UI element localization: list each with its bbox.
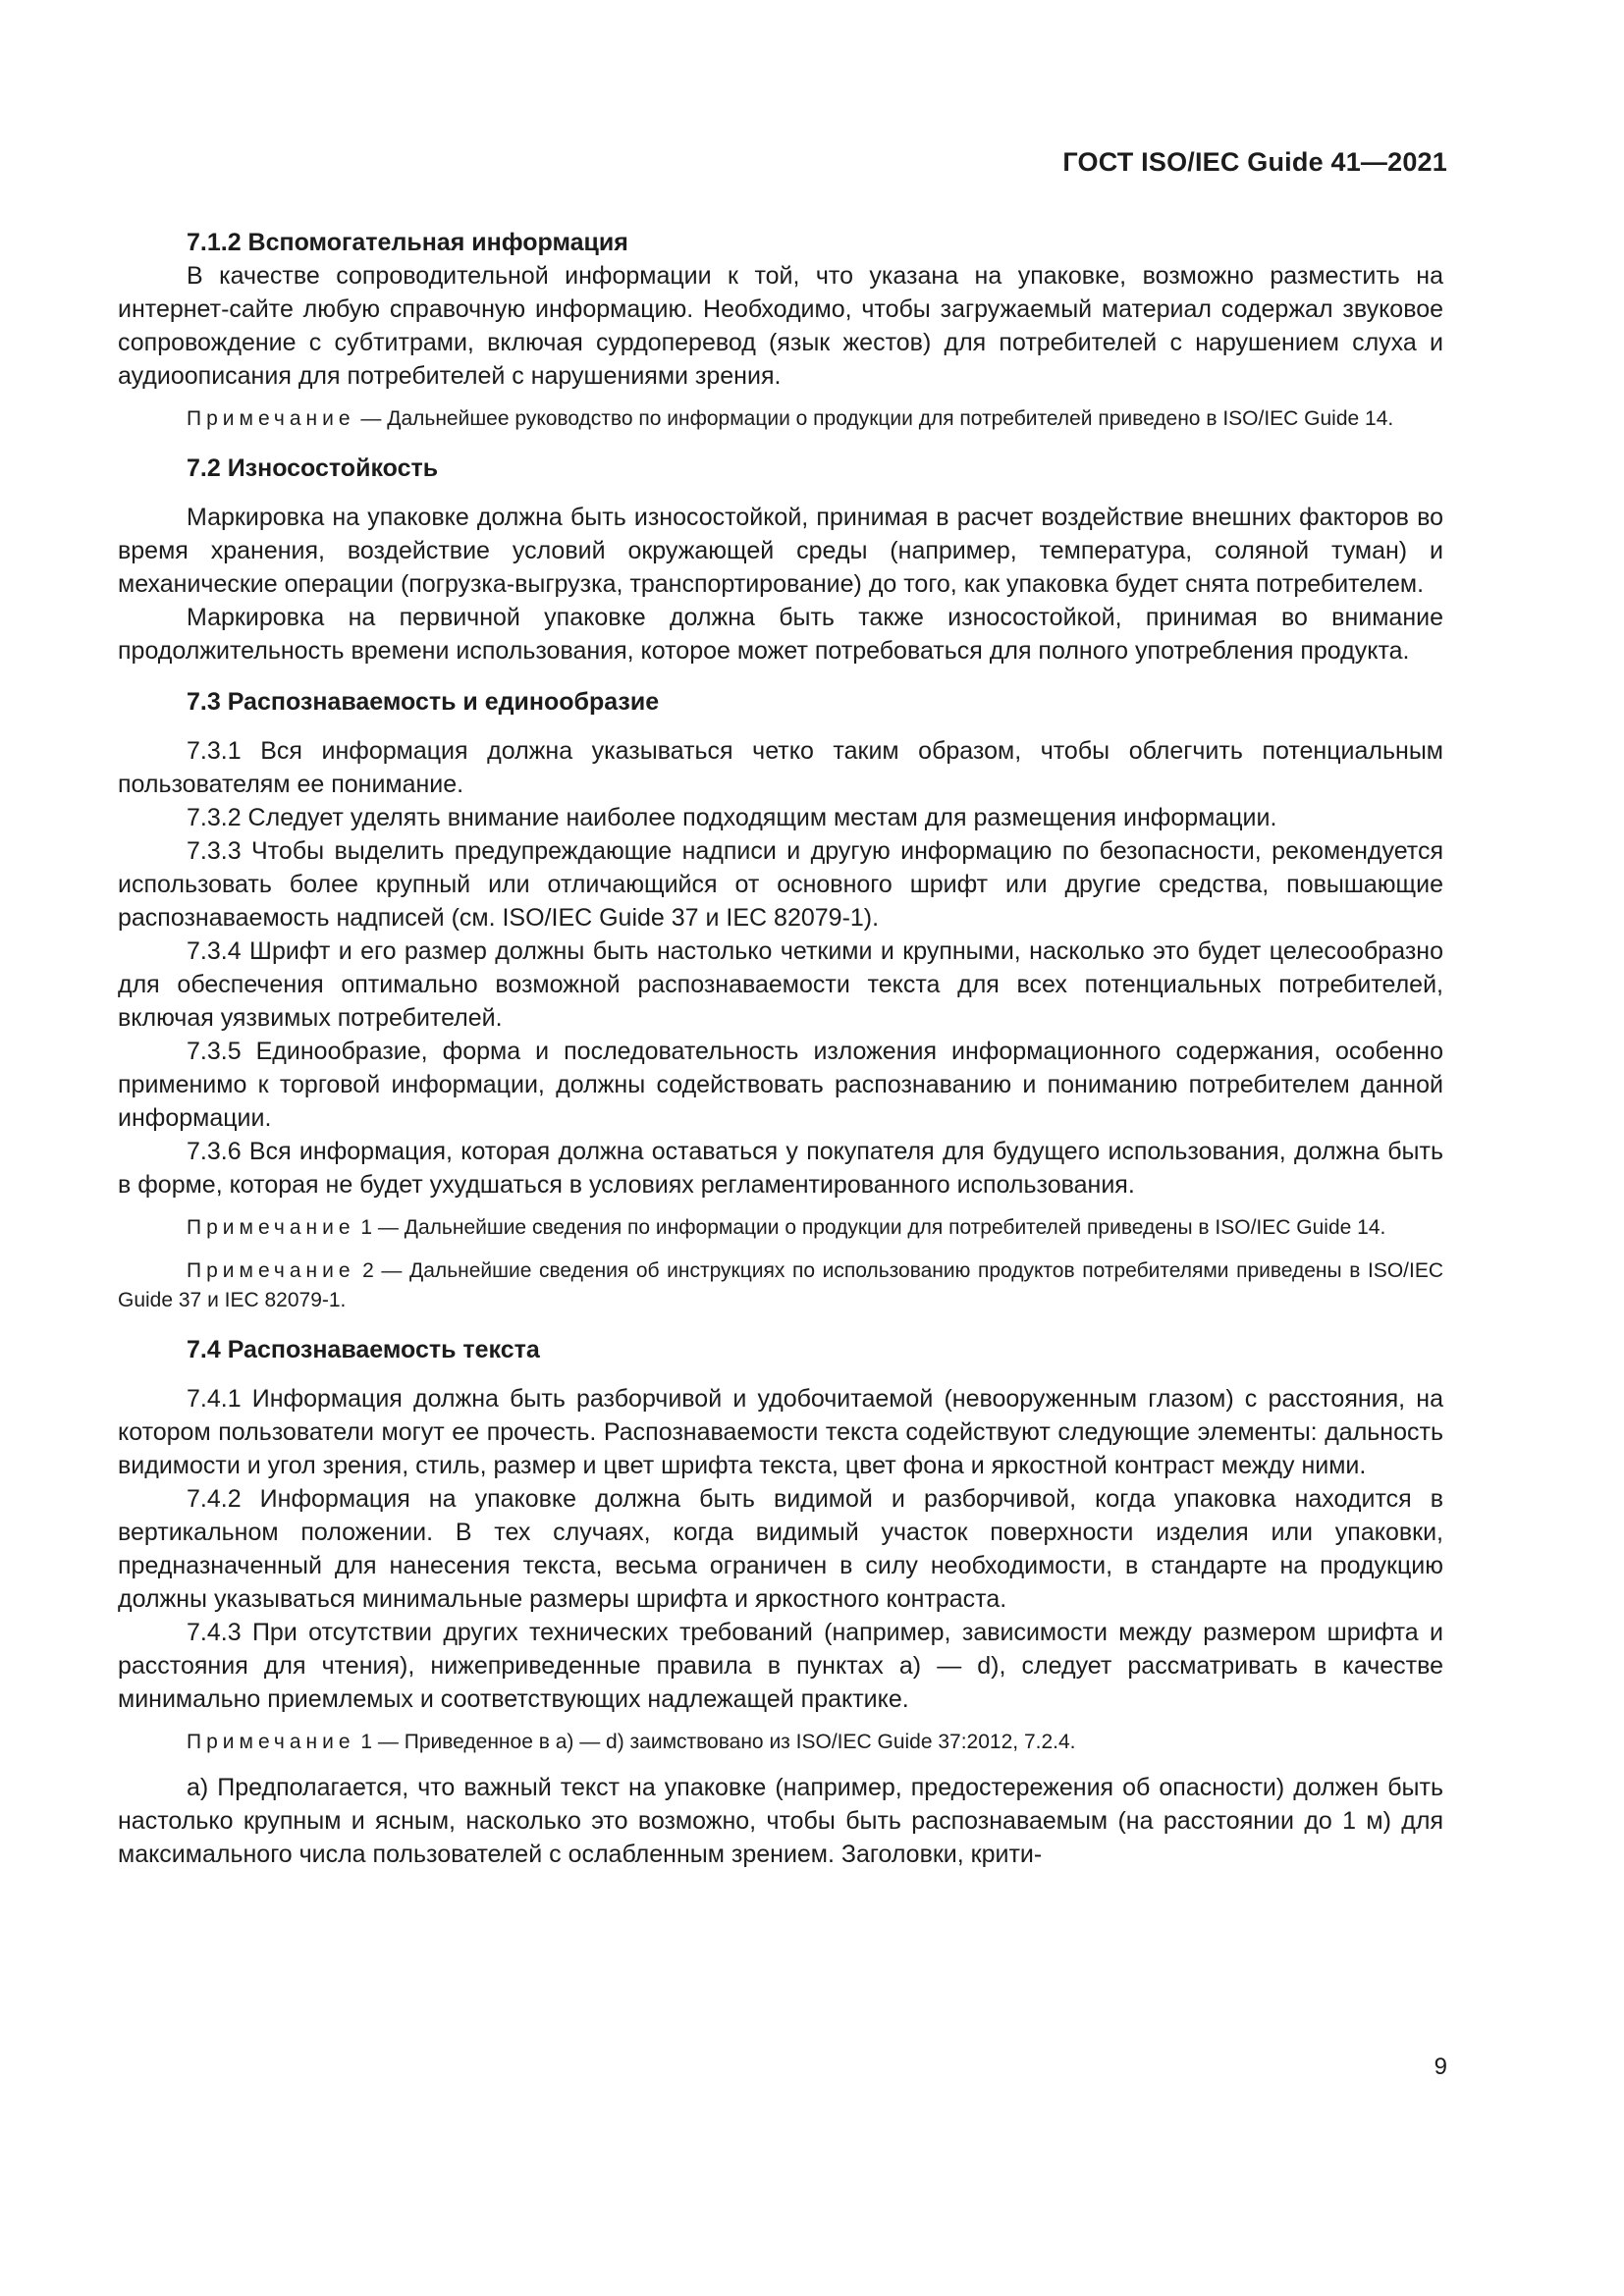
document-body [118, 226, 1443, 1871]
note [118, 1256, 1443, 1315]
note-label: Примечание [187, 1216, 355, 1239]
note [118, 1728, 1443, 1757]
paragraph: 7.4.2 Информация на упаковке должна быть видимой и разборчивой, когда упаковка находится в вертикальном положении. В тех случаях, когда видимый участок поверхности изделия или упаковки, предназначенный для нанесения текста, весьма ограничен в силу необходимости, в стандарте на продукцию должны указываться минимальные размеры шрифта и яркостного контраста. [118, 1485, 1443, 1613]
note-text: 1 — Приведенное в а) — d) заимствовано из ISO/IEC Guide 37:2012, 7.2.4. [354, 1731, 1076, 1753]
section-heading-7-3: 7.3 Распознаваемость и единообразие [187, 688, 660, 716]
note-text: 2 — Дальнейшие сведения об инструкциях по использованию продуктов потребителями приведены в ISO/IEC Guide 37 и IEC 82079-1. [118, 1259, 1443, 1311]
section-heading-7-2: 7.2 Износостойкость [187, 454, 439, 482]
paragraph: 7.3.3 Чтобы выделить предупреждающие надписи и другую информацию по безопасности, рекомендуется использовать более крупный или отличающийся от основного шрифт или другие средства, повышающие распознаваемость надписей (см. ISO/IEC Guide 37 и IEC 82079-1). [118, 837, 1443, 932]
paragraph: Маркировка на первичной упаковке должна быть также износостойкой, принимая во внимание продолжительность времени использования, которое может потребоваться для полного употребления продукта. [118, 604, 1443, 665]
note-label: Примечание [187, 1259, 355, 1282]
note-text: — Дальнейшее руководство по информации о продукции для потребителей приведено в ISO/IEC Guide 14. [354, 407, 1394, 430]
note-label: Примечание [187, 1731, 355, 1753]
note [118, 404, 1443, 434]
note-label: Примечание [187, 407, 355, 430]
paragraph: а) Предполагается, что важный текст на упаковке (например, предостережения об опасности) должен быть настолько крупным и ясным, насколько это возможно, чтобы быть распознаваемым (на расстоянии до 1 м) для максимального числа пользователей с ослабленным зрением. Заголовки, крити- [118, 1774, 1443, 1868]
page-number: 9 [1434, 2054, 1447, 2080]
paragraph: 7.3.4 Шрифт и его размер должны быть настолько четкими и крупными, насколько это будет целесообразно для обеспечения оптимально возможной распознаваемости текста для всех потенциальных потребителей, включая уязвимых потребителей. [118, 937, 1443, 1032]
paragraph: 7.3.1 Вся информация должна указываться четко таким образом, чтобы облегчить потенциальным пользователям ее понимание. [118, 737, 1443, 798]
paragraph: 7.3.5 Единообразие, форма и последовательность изложения информационного содержания, особенно применимо к торговой информации, должны содействовать распознаванию и пониманию потребителем данной информации. [118, 1038, 1443, 1132]
paragraph: 7.4.1 Информация должна быть разборчивой и удобочитаемой (невооруженным глазом) с расстояния, на котором пользователи могут ее прочесть. Распознаваемости текста содействуют следующие элементы: дальность видимости и угол зрения, стиль, размер и цвет шрифта текста, цвет фона и яркостной контраст между ними. [118, 1385, 1443, 1479]
paragraph: В качестве сопроводительной информации к той, что указана на упаковке, возможно разместить на интернет-сайте любую справочную информацию. Необходимо, чтобы загружаемый материал содержал звуковое сопровождение с субтитрами, включая сурдоперевод (язык жестов) для потребителей с нарушением слуха и аудиоописания для потребителей с нарушениями зрения. [118, 262, 1443, 390]
section-heading-7-1-2: 7.1.2 Вспомогательная информация [187, 229, 628, 256]
document-header: ГОСТ ISO/IEC Guide 41—2021 [1062, 147, 1447, 177]
note [118, 1213, 1443, 1243]
paragraph: 7.3.2 Следует уделять внимание наиболее подходящим местам для размещения информации. [187, 804, 1277, 831]
paragraph: Маркировка на упаковке должна быть износостойкой, принимая в расчет воздействие внешних факторов во время хранения, воздействие условий окружающей среды (например, температура, соляной туман) и механические операции (погрузка-выгрузка, транспортирование) до того, как упаковка будет снята потребителем. [118, 504, 1443, 598]
paragraph: 7.3.6 Вся информация, которая должна оставаться у покупателя для будущего использования, должна быть в форме, которая не будет ухудшаться в условиях регламентированного использования. [118, 1138, 1443, 1199]
section-heading-7-4: 7.4 Распознаваемость текста [187, 1336, 540, 1363]
note-text: 1 — Дальнейшие сведения по информации о продукции для потребителей приведены в ISO/IEC Guide 14. [354, 1216, 1386, 1239]
paragraph: 7.4.3 При отсутствии других технических требований (например, зависимости между размером шрифта и расстояния для чтения), нижеприведенные правила в пунктах а) — d), следует рассматривать в качестве минимально приемлемых и соответствующих надлежащей практике. [118, 1619, 1443, 1713]
